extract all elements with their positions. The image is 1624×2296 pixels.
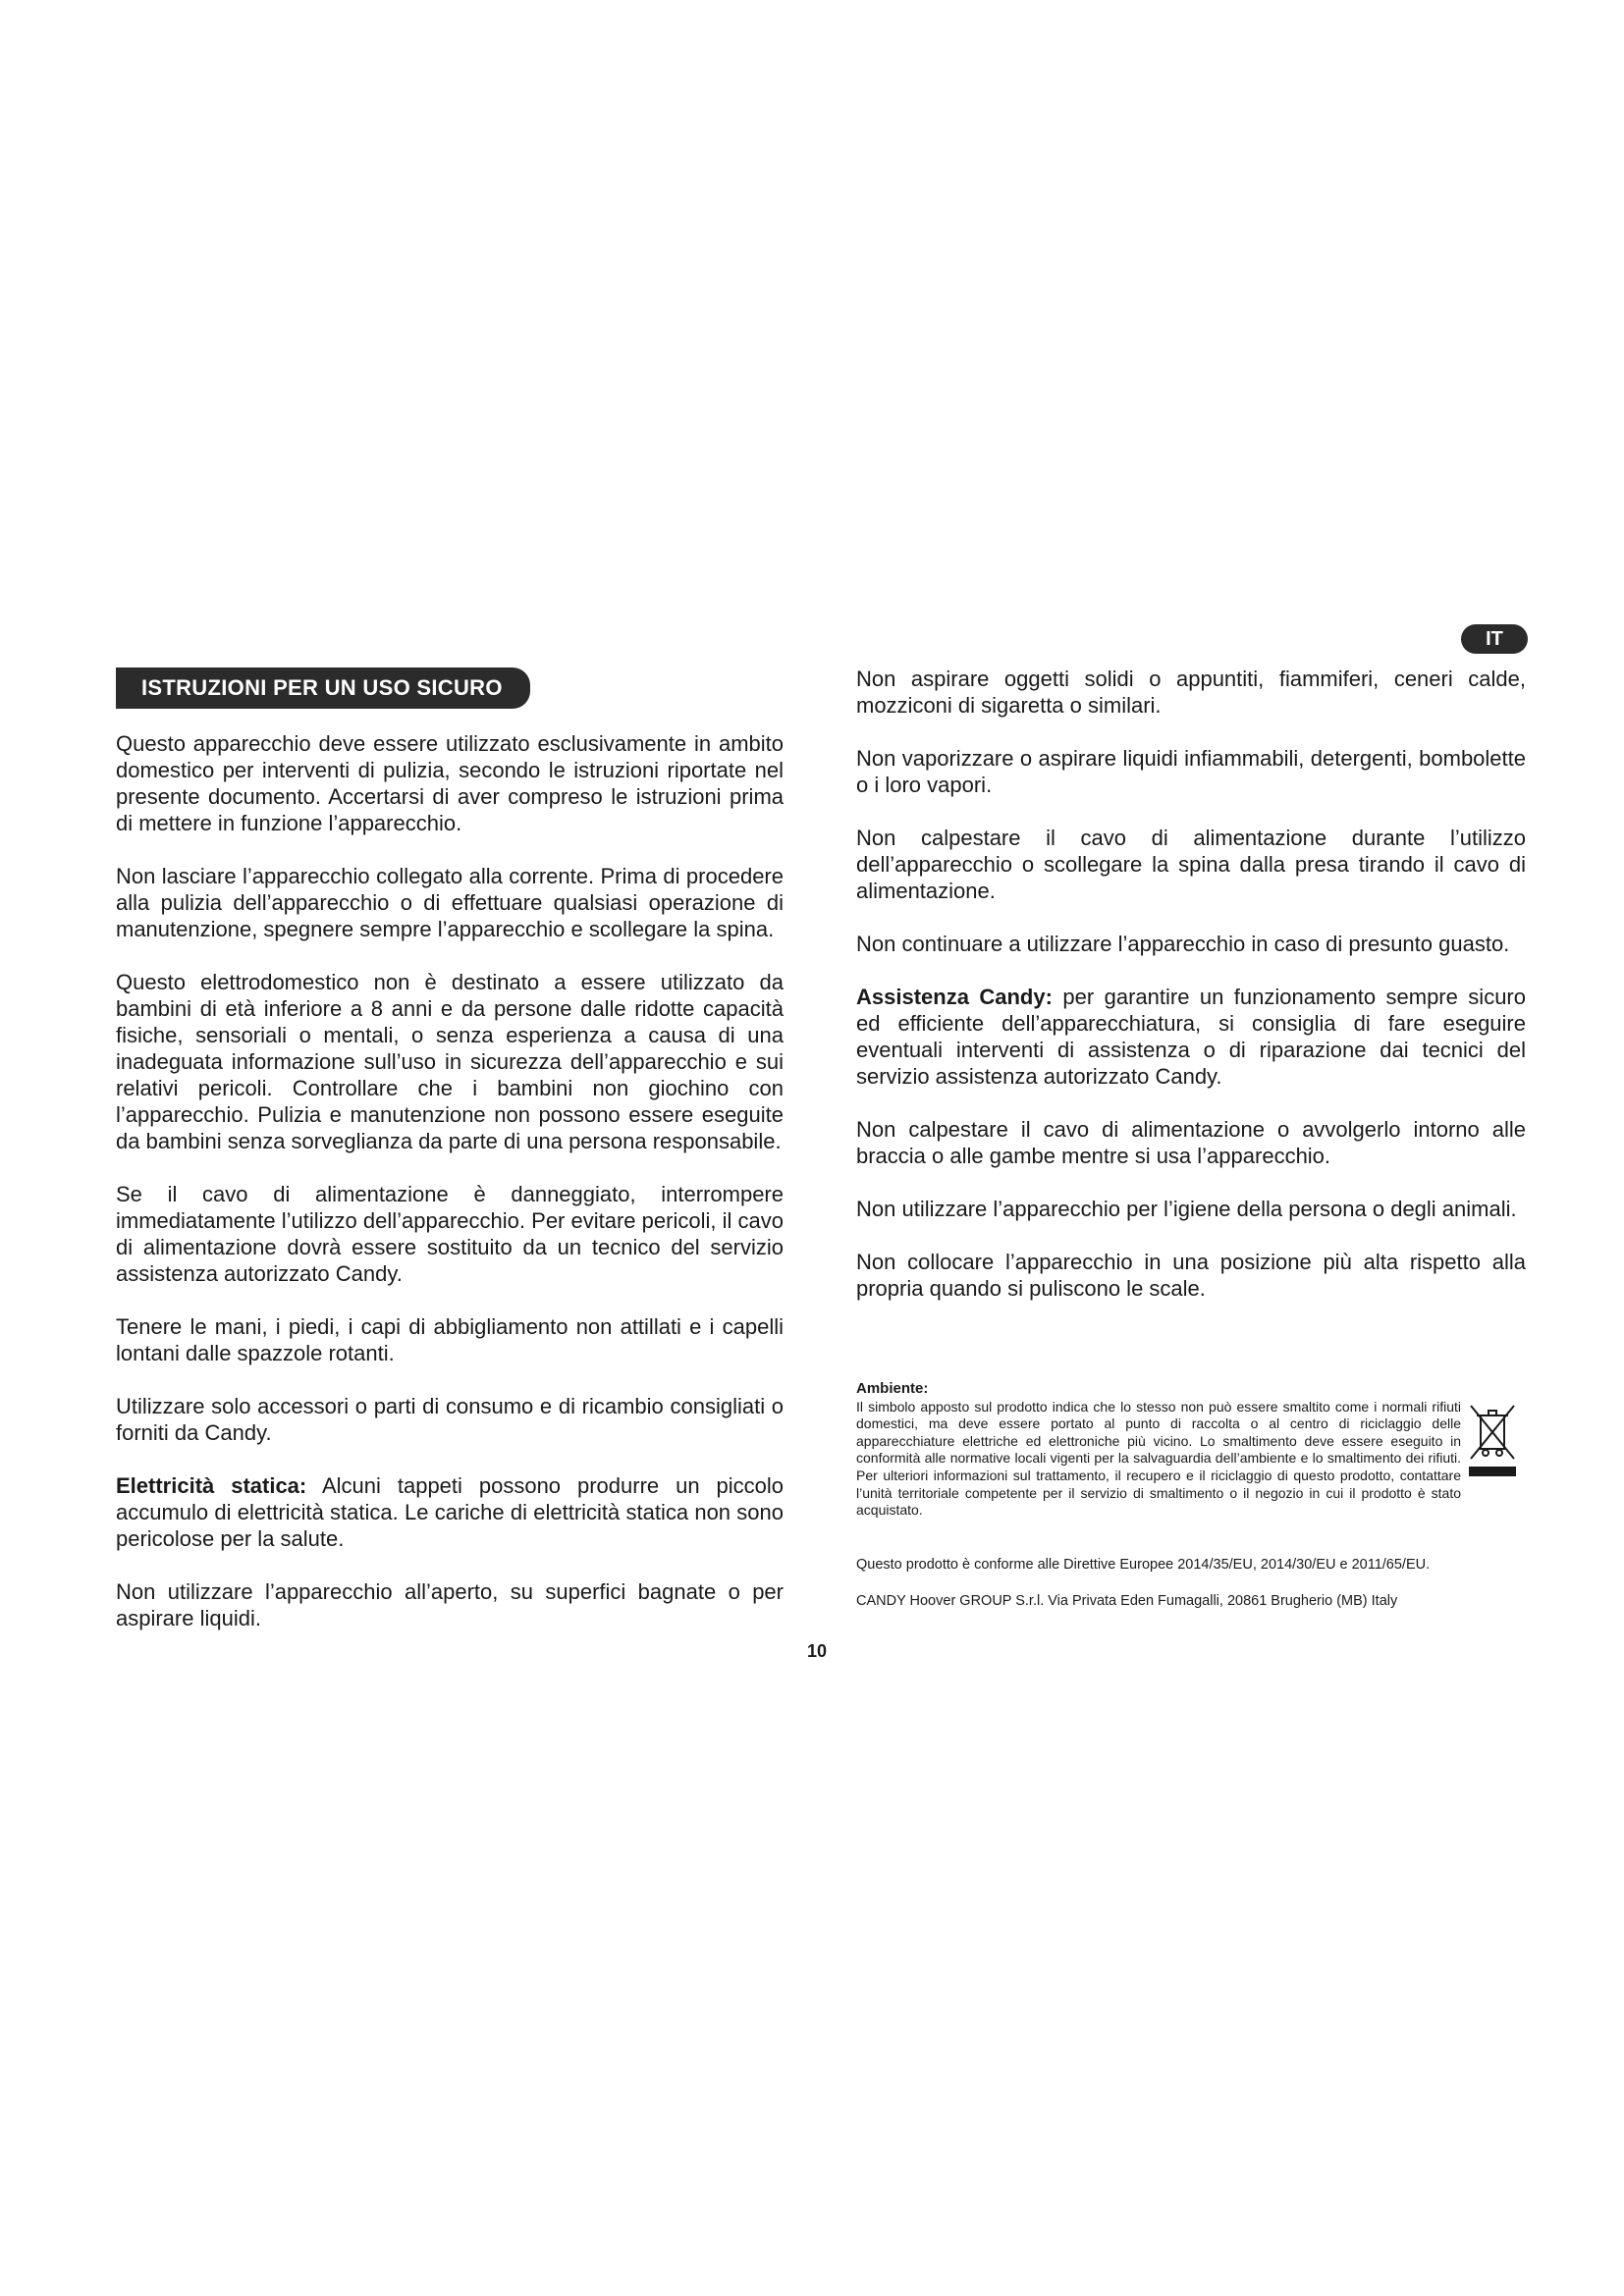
paragraph: Non utilizzare l’apparecchio all’aperto, su superfici bagnate o per aspirare liquidi. [116,1579,784,1630]
conformity-text: Questo prodotto è conforme alle Direttive Europee 2014/35/EU, 2014/30/EU e 2011/65/EU. [856,1557,1431,1573]
assistance-paragraph [856,984,1526,1090]
paragraph: Questo elettrodomestico non è destinato a essere utilizzato da bambini di età inferiore a 8 anni e da persone dalle ridotte capacità fisiche, sensoriali o mentali, o senza esperienza a causa di una inadeguata informazione sull’uso in sicurezza dell’apparecchio e sui relativi pericoli. Controllare che i bambini non giochino con l’apparecchio. Pulizia e manutenzione non possono essere eseguite da bambini senza sorveglianza da parte di una persona responsabile. [116,970,784,1153]
paragraph: Se il cavo di alimentazione è danneggiato, interrompere immediatamente l’utilizzo dell’apparecchio. Per evitare pericoli, il cavo di alimentazione dovrà essere sostituito da un tecnico del servizio assistenza autorizzato Candy. [116,1182,784,1286]
static-electricity-paragraph [116,1472,784,1552]
page-number: 10 [807,1641,828,1661]
environment-text: Il simbolo apposto sul prodotto indica che lo stesso non può essere smaltito come i normali rifiuti domestici, ma deve essere portato al punto di raccolta o al centro di riciclaggio delle apparecchiature elettriche ed elettroniche più vicino. Lo smaltimento deve essere eseguito in conformità alle normative locali vigenti per la salvaguardia dell’ambiente e lo smaltimento dei rifiuti. Per ulteriori informazioni sul trattamento, il recupero e il riciclaggio di questo prodotto, contattare l’unità territoriale competente per il servizio di smaltimento o il negozio in cui il prodotto è stato acquistato. [856,1398,1461,1519]
language-badge: IT [1461,624,1528,654]
paragraph: Non calpestare il cavo di alimentazione durante l’utilizzo dell’apparecchio o scollegare la spina dalla presa tirando il cavo di alimentazione. [856,826,1526,903]
weee-crossed-bin-icon [1467,1402,1518,1480]
paragraph: Non lasciare l’apparecchio collegato alla corrente. Prima di procedere alla pulizia dell’apparecchio o di effettuare qualsiasi operazione di manutenzione, spegnere sempre l’apparecchio e scollegare la spina. [116,864,784,941]
section-title: ISTRUZIONI PER UN USO SICURO [116,667,530,709]
paragraph: Non aspirare oggetti solidi o appuntiti, fiammiferi, ceneri calde, mozziconi di sigaretta o similari. [856,667,1526,718]
right-column [856,666,1526,1328]
paragraph: Non continuare a utilizzare l’apparecchio in caso di presunto guasto. [856,932,1510,956]
static-electricity-label: Elettricità statica: [116,1473,307,1498]
paragraph: Utilizzare solo accessori o parti di consumo e di ricambio consigliati o forniti da Candy. [116,1394,784,1445]
assistance-label: Assistenza Candy: [856,985,1053,1009]
paragraph: Non collocare l’apparecchio in una posizione più alta rispetto alla propria quando si puliscono le scale. [856,1250,1526,1301]
environment-title: Ambiente: [856,1380,929,1397]
company-address: CANDY Hoover GROUP S.r.l. Via Privata Eden Fumagalli, 20861 Brugherio (MB) Italy [856,1593,1398,1609]
paragraph: Non calpestare il cavo di alimentazione o avvolgerlo intorno alle braccia o alle gambe mentre si usa l’apparecchio. [856,1117,1526,1168]
environment-notice [856,1380,1461,1520]
assistance-text: per garantire un funzionamento sempre sicuro ed efficiente dell’apparecchiatura, si consiglia di fare eseguire eventuali interventi di assistenza o di riparazione dai tecnici del servizio assistenza autorizzato Candy. [856,985,1526,1089]
paragraph: Non vaporizzare o aspirare liquidi infiammabili, detergenti, bombolette o i loro vapori. [856,746,1526,797]
left-column [116,667,784,1658]
paragraph: Tenere le mani, i piedi, i capi di abbigliamento non attillati e i capelli lontani dalle spazzole rotanti. [116,1314,784,1365]
paragraph: Non utilizzare l’apparecchio per l’igiene della persona o degli animali. [856,1197,1517,1221]
paragraph: Questo apparecchio deve essere utilizzato esclusivamente in ambito domestico per interventi di pulizia, secondo le istruzioni riportate nel presente documento. Accertarsi di aver compreso le istruzioni prima di mettere in funzione l’apparecchio. [116,731,784,835]
static-electricity-text: Alcuni tappeti possono produrre un piccolo accumulo di elettricità statica. Le cariche di elettricità statica non sono pericolose per la salute. [116,1473,785,1551]
